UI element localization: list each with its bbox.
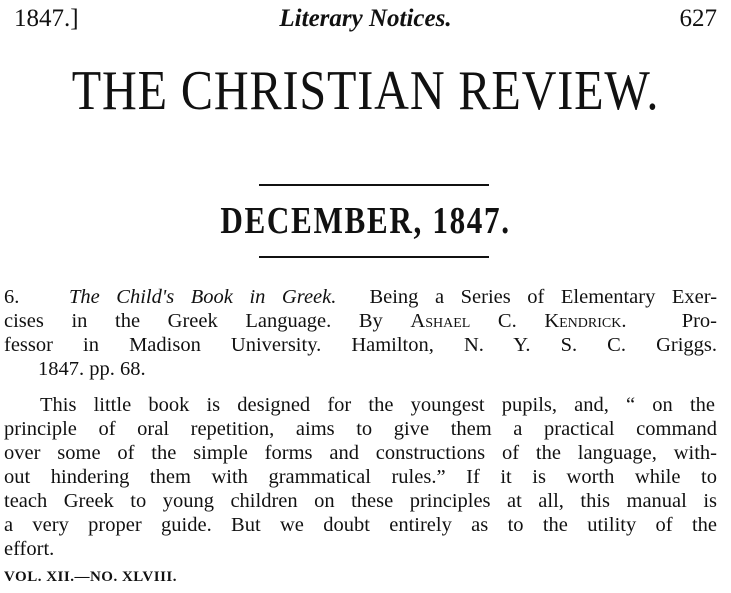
header-page-number: 627 <box>679 5 717 32</box>
book-title: The Child's Book in Greek. <box>69 286 337 308</box>
footer-signature: VOL. XII.—NO. XLVIII. <box>4 569 178 585</box>
divider-rule-top <box>259 184 489 186</box>
journal-title: THE CHRISTIAN REVIEW. <box>71 60 660 122</box>
review-line: teach Greek to young children on these principles at all, this manual is <box>4 490 717 512</box>
divider-rule-bottom <box>259 256 489 258</box>
notice-line-3: fessor in Madison University. Hamilton, N. Y. S. C. Griggs. <box>4 334 717 356</box>
notice-line-2: cises in the Greek Language. By Ashael C. Kendrick. Pro- <box>4 310 717 332</box>
review-line: effort. <box>4 538 55 560</box>
review-line: principle of oral repetition, aims to give them a practical command <box>4 418 717 440</box>
author-name: Ashael C. Kendrick. <box>410 310 627 332</box>
notice-description: Being a Series of Elementary Exer- <box>369 286 718 308</box>
review-line: over some of the simple forms and constructions of the language, with- <box>4 442 717 464</box>
review-line: a very proper guide. But we doubt entirely as to the utility of the <box>4 514 717 536</box>
review-line: This little book is designed for the youngest pupils, and, “ on the <box>40 394 715 416</box>
running-header <box>0 0 731 40</box>
notice-line-1 <box>4 285 717 309</box>
review-line: out hindering them with grammatical rules.” If it is worth while to <box>4 466 717 488</box>
issue-date: DECEMBER, 1847. <box>220 200 511 242</box>
header-section-title: Literary Notices. <box>279 5 452 32</box>
notice-line-4: 1847. pp. 68. <box>38 358 146 380</box>
notice-number: 6. <box>4 286 20 308</box>
header-year: 1847.] <box>14 5 79 32</box>
